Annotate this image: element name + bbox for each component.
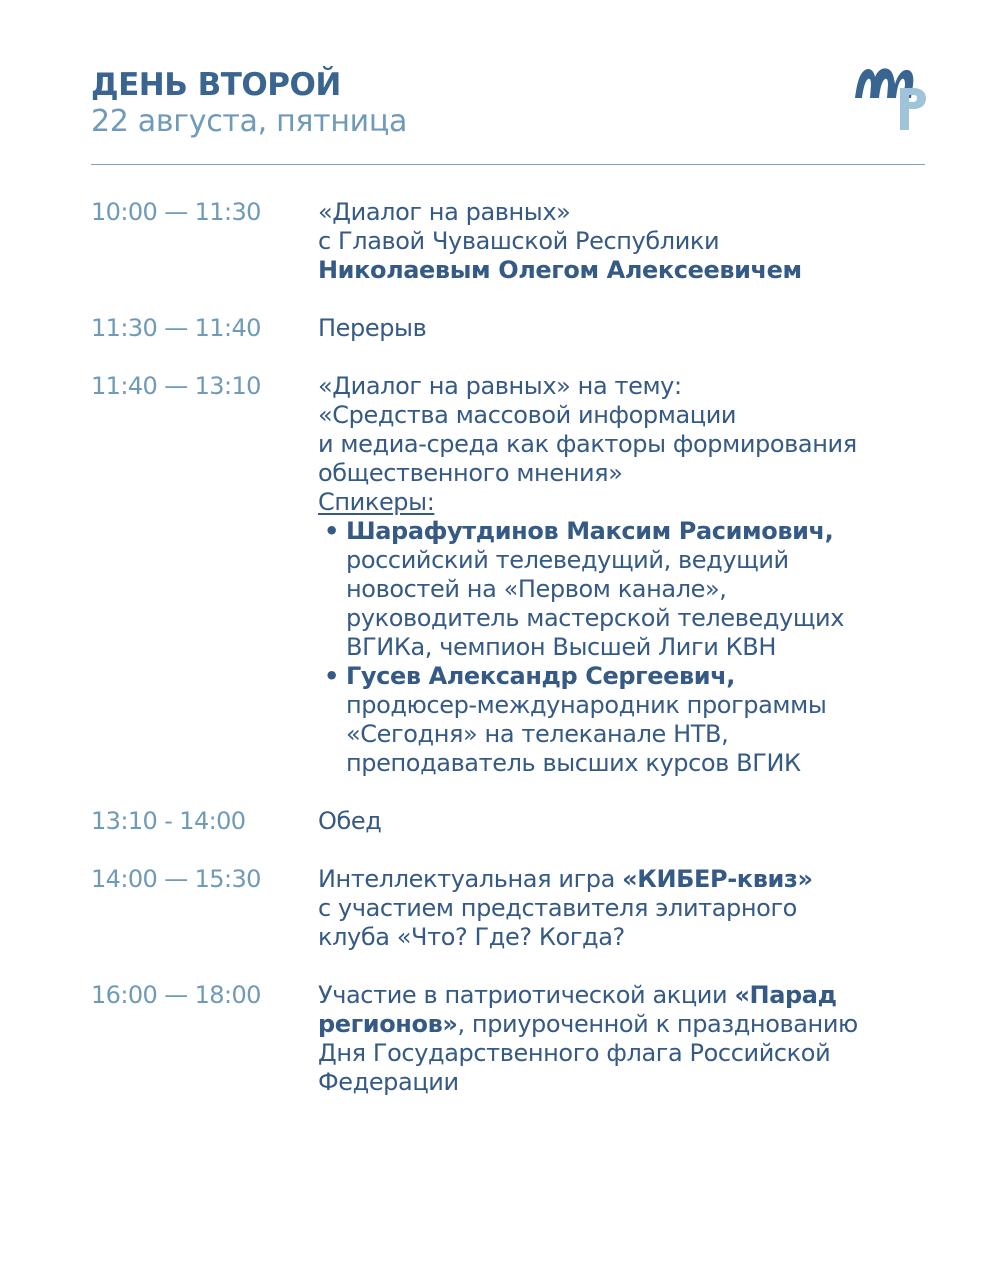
event-line: Обед [318, 807, 382, 835]
schedule-time: 11:30 — 11:40 [91, 314, 261, 342]
event-highlight: «КИБЕР-квиз» [622, 865, 813, 893]
event-text: Участие в патриотической акции [318, 981, 735, 1009]
speaker-description: ВГИКа, чемпион Высшей Лиги КВН [346, 633, 776, 661]
speakers-label: Спикеры: [318, 488, 435, 516]
event-line: «Диалог на равных» [318, 198, 571, 226]
event-line: с участием представителя элитарного [318, 894, 797, 922]
bullet-icon: • [324, 517, 339, 545]
speaker-description: российский телеведущий, ведущий [346, 546, 789, 574]
event-line: Дня Государственного флага Российской [318, 1039, 831, 1067]
schedule-time: 13:10 - 14:00 [91, 807, 246, 835]
schedule-content [318, 314, 931, 343]
page-subtitle: 22 августа, пятница [91, 104, 408, 139]
event-line: Перерыв [318, 314, 427, 342]
schedule-content [318, 372, 931, 778]
event-text: , приуроченной к празднованию [457, 1010, 858, 1038]
event-line: клуба «Что? Где? Когда? [318, 923, 625, 951]
speaker-item [318, 662, 931, 778]
logo-letter-p [900, 88, 926, 130]
speaker-description: продюсер-международник программы [346, 691, 827, 719]
schedule-item [91, 372, 931, 778]
event-line [318, 981, 931, 1010]
speaker-description: новостей на «Первом канале», [346, 575, 727, 603]
event-highlight: регионов» [318, 1010, 458, 1038]
schedule-item [91, 314, 931, 343]
event-highlight: «Парад [734, 981, 837, 1009]
schedule-item [91, 865, 931, 952]
event-person: Николаевым Олегом Алексеевичем [318, 256, 802, 284]
speaker-description: руководитель мастерской телеведущих [346, 604, 845, 632]
page-title: ДЕНЬ ВТОРОЙ [91, 67, 341, 103]
schedule-item [91, 807, 931, 836]
schedule-list [91, 198, 931, 1097]
speaker-name: Шарафутдинов Максим Расимович, [346, 517, 834, 545]
speaker-item [318, 517, 931, 662]
schedule-content [318, 865, 931, 952]
schedule-time: 16:00 — 18:00 [91, 981, 261, 1009]
schedule-time: 10:00 — 11:30 [91, 198, 261, 226]
schedule-content [318, 981, 931, 1097]
schedule-time: 11:40 — 13:10 [91, 372, 261, 400]
speaker-description: «Сегодня» на телеканале НТВ, [346, 720, 729, 748]
schedule-content [318, 198, 931, 285]
schedule-content [318, 807, 931, 836]
mr-logo-icon [853, 64, 929, 134]
page-header [91, 66, 407, 140]
event-line: «Диалог на равных» на тему: [318, 372, 682, 400]
event-text: Интеллектуальная игра [318, 865, 623, 893]
event-line: «Средства массовой информации [318, 401, 737, 429]
schedule-item [91, 198, 931, 285]
header-divider [91, 164, 925, 165]
event-line [318, 1010, 931, 1039]
schedule-time: 14:00 — 15:30 [91, 865, 261, 893]
speaker-name: Гусев Александр Сергеевич, [346, 662, 735, 690]
event-line: с Главой Чувашской Республики [318, 227, 720, 255]
speaker-description: преподаватель высших курсов ВГИК [346, 749, 801, 777]
schedule-item [91, 981, 931, 1097]
speakers-list [318, 517, 931, 778]
event-line [318, 865, 931, 894]
event-line: Федерации [318, 1068, 459, 1096]
bullet-icon: • [324, 662, 339, 690]
event-line: общественного мнения» [318, 459, 623, 487]
event-line: и медиа-среда как факторы формирования [318, 430, 857, 458]
